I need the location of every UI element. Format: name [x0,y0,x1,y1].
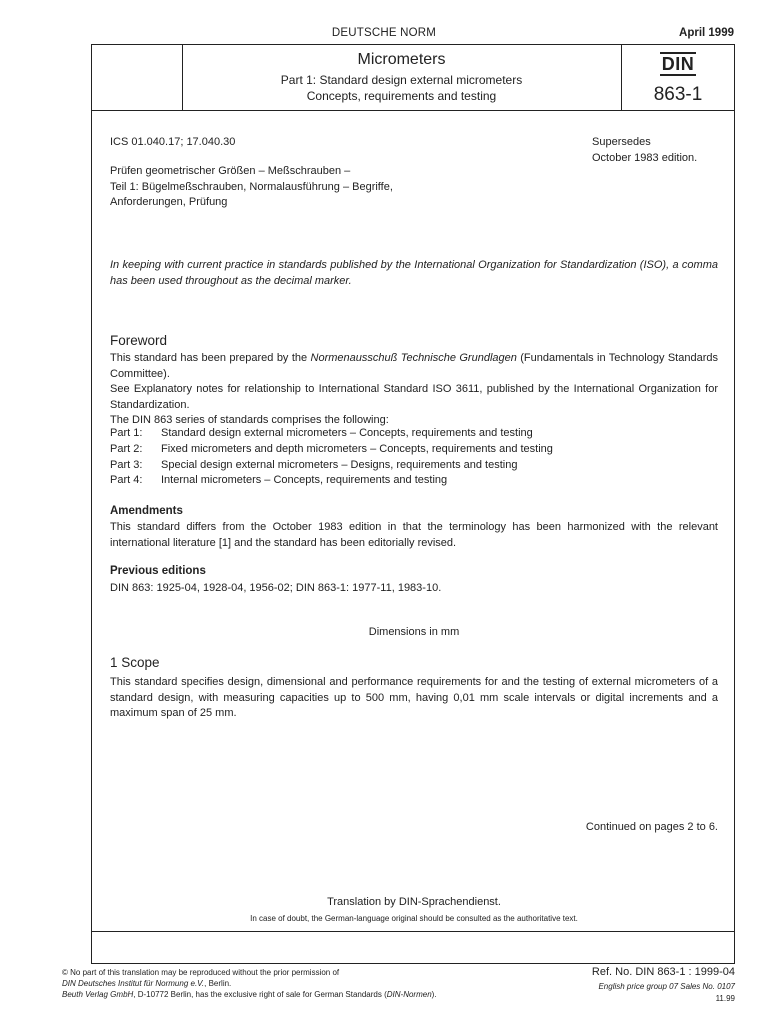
previous-editions-body: DIN 863: 1925-04, 1928-04, 1956-02; DIN 863-1: 1977-11, 1983-10. [110,582,442,594]
reference-number: Ref. No. DIN 863-1 : 1999-04 [591,966,735,978]
part-label: Part 2: [110,442,143,455]
document-subtitle-2: Concepts, requirements and testing [306,89,497,103]
translation-credit: Translation by DIN-Sprachendienst. [327,896,501,908]
din-logo-text: DIN [661,54,695,74]
list-item [110,426,553,442]
din-normen: DIN-Normen [386,990,432,999]
foreword-paragraph: The DIN 863 series of standards comprises the following: [110,414,389,426]
scope-heading [110,655,160,670]
part-text: Fixed micrometers and depth micrometers – Concepts, requirements and testing [161,442,553,455]
authoritative-text-note: In case of doubt, the German-language original should be consulted as the authoritative text. [250,914,578,923]
scope-body: This standard specifies design, dimensional and performance requirements for and the testing of external micrometers of a standard design, with measuring capacities up to 500 mm, having 0,01 mm scale intervals or digital increments and a maximum span of 25 mm. [110,676,718,719]
foreword-p1-start: This standard has been prepared by the [110,352,311,364]
list-item [110,442,553,458]
bottom-divider [91,931,735,932]
header-divider [91,110,735,111]
din-institute: DIN Deutsches Institut für Normung e.V. [62,979,205,988]
part-text: Internal micrometers – Concepts, requirements and testing [161,474,448,487]
copyright-line [62,978,437,989]
committee-name: Normenausschuß Technische Grundlagen [310,352,517,364]
scope-heading-text: 1 Scope [110,655,160,670]
amendments-body: This standard differs from the October 1983 edition in that the terminology has been harmonized with the relevant international literature [1] and the standard has been editorially revised. [110,521,718,549]
norm-label: DEUTSCHE NORM [331,27,437,39]
previous-editions-heading [110,565,206,577]
list-item [110,458,553,474]
foreword-p1-end: (Fundamentals in Technology Standards Committee). [110,352,718,380]
copyright-line [62,989,437,1000]
foreword-body [110,351,718,429]
part-text: Standard design external micrometers – Concepts, requirements and testing [161,427,533,439]
supersedes-label: Supersedes [592,136,651,148]
foreword-paragraph [110,351,718,382]
iso-decimal-note: In keeping with current practice in standards published by the International Organization for Standardization (ISO), a comma has been used throughout as the decimal marker. [110,259,718,287]
din-logo [621,52,735,76]
german-title-line: Prüfen geometrischer Größen – Meßschrauben – [110,165,351,177]
german-title-line: Teil 1: Bügelmeßschrauben, Normalausführung – Begriffe, [110,180,393,193]
parts-list [110,426,553,489]
publisher: Beuth Verlag GmbH [62,990,134,999]
part-label: Part 4: [110,474,143,487]
dimensions-note: Dimensions in mm [368,626,460,638]
foreword-paragraph: See Explanatory notes for relationship to International Standard ISO 3611, published by the International Organization for Standardization. [110,383,718,411]
amendments-heading [110,505,183,517]
din-number: 863-1 [653,84,703,105]
document-subtitle: Part 1: Standard design external micrometers [280,73,523,87]
foreword-heading-text: Foreword [110,333,168,348]
amendments-heading-text: Amendments [110,505,183,517]
document-title: Micrometers [357,51,446,68]
part-label: Part 3: [110,458,143,471]
part-text: Special design external micrometers – Designs, requirements and testing [161,458,518,471]
part-label: Part 1: [110,427,143,439]
copyright-notice [62,967,437,1000]
previous-editions-heading-text: Previous editions [110,565,206,577]
ics-code: ICS 01.040.17; 17.040.30 [110,136,236,148]
copyright-city: , Berlin. [204,979,232,988]
copyright-line: © No part of this translation may be reproduced without the prior permission of [62,968,340,977]
supersedes-edition: October 1983 edition. [592,151,698,164]
supersedes [592,135,697,166]
edition-code: 11.99 [715,994,735,1003]
continued-note: Continued on pages 2 to 6. [585,821,718,833]
german-title [110,164,393,211]
issue-date: April 1999 [679,27,734,39]
price-group: English price group 07 Sales No. 0107 [598,982,735,991]
list-item [110,473,553,489]
german-title-line: Anforderungen, Prüfung [110,196,228,208]
publisher-rights: , D-10772 Berlin, has the exclusive right of sale for German Standards ( [133,990,387,999]
foreword-heading [110,333,167,348]
close-paren: ). [431,990,437,999]
